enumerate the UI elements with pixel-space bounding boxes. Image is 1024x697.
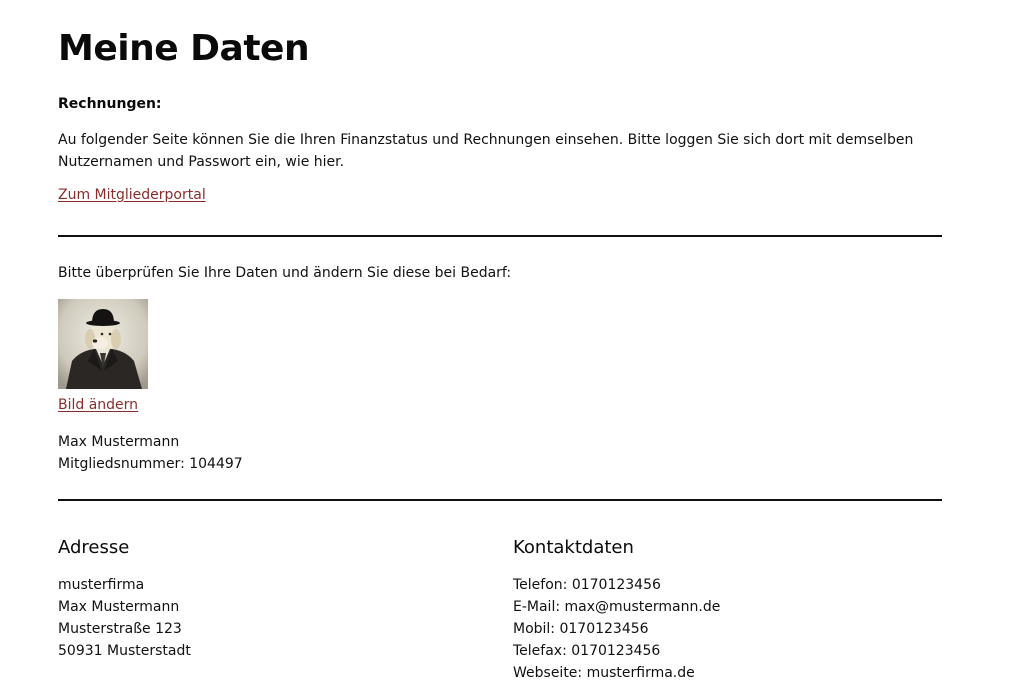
change-image-link[interactable]: Bild ändern (58, 397, 139, 413)
avatar (58, 299, 148, 389)
member-portal-link[interactable]: Zum Mitgliederportal (58, 187, 206, 203)
address-line: 50931 Musterstadt (58, 643, 191, 659)
contact-line: Telefon: 0170123456 (513, 577, 661, 593)
review-data-text: Bitte überprüfen Sie Ihre Daten und ändern Sie diese bei Bedarf: (58, 265, 512, 281)
address-lines (58, 574, 498, 662)
address-heading: Adresse (58, 537, 130, 558)
contact-line: Webseite: musterfirma.de (513, 665, 695, 681)
page-title: Meine Daten (58, 28, 310, 69)
invoices-description: Au folgender Seite können Sie die Ihren Finanzstatus und Rechnungen einsehen. Bitte loggen Sie sich dort mit demselben Nutzernamen und Passwort ein, wie hier. (58, 132, 914, 170)
address-line: Max Mustermann (58, 599, 180, 615)
section-divider (58, 235, 942, 237)
contact-lines (513, 574, 942, 684)
profile-photo-icon (58, 299, 148, 389)
address-line: musterfirma (58, 577, 145, 593)
contact-section (513, 536, 942, 684)
contact-line: E-Mail: max@mustermann.de (513, 599, 721, 615)
member-name: Max Mustermann (58, 434, 180, 450)
contact-heading: Kontaktdaten (513, 537, 634, 558)
contact-line: Telefax: 0170123456 (513, 643, 661, 659)
member-number: Mitgliedsnummer: 104497 (58, 456, 243, 472)
section-divider (58, 499, 942, 501)
invoices-label: Rechnungen: (58, 96, 162, 112)
contact-line: Mobil: 0170123456 (513, 621, 649, 637)
address-line: Musterstraße 123 (58, 621, 182, 637)
address-section (58, 536, 498, 662)
